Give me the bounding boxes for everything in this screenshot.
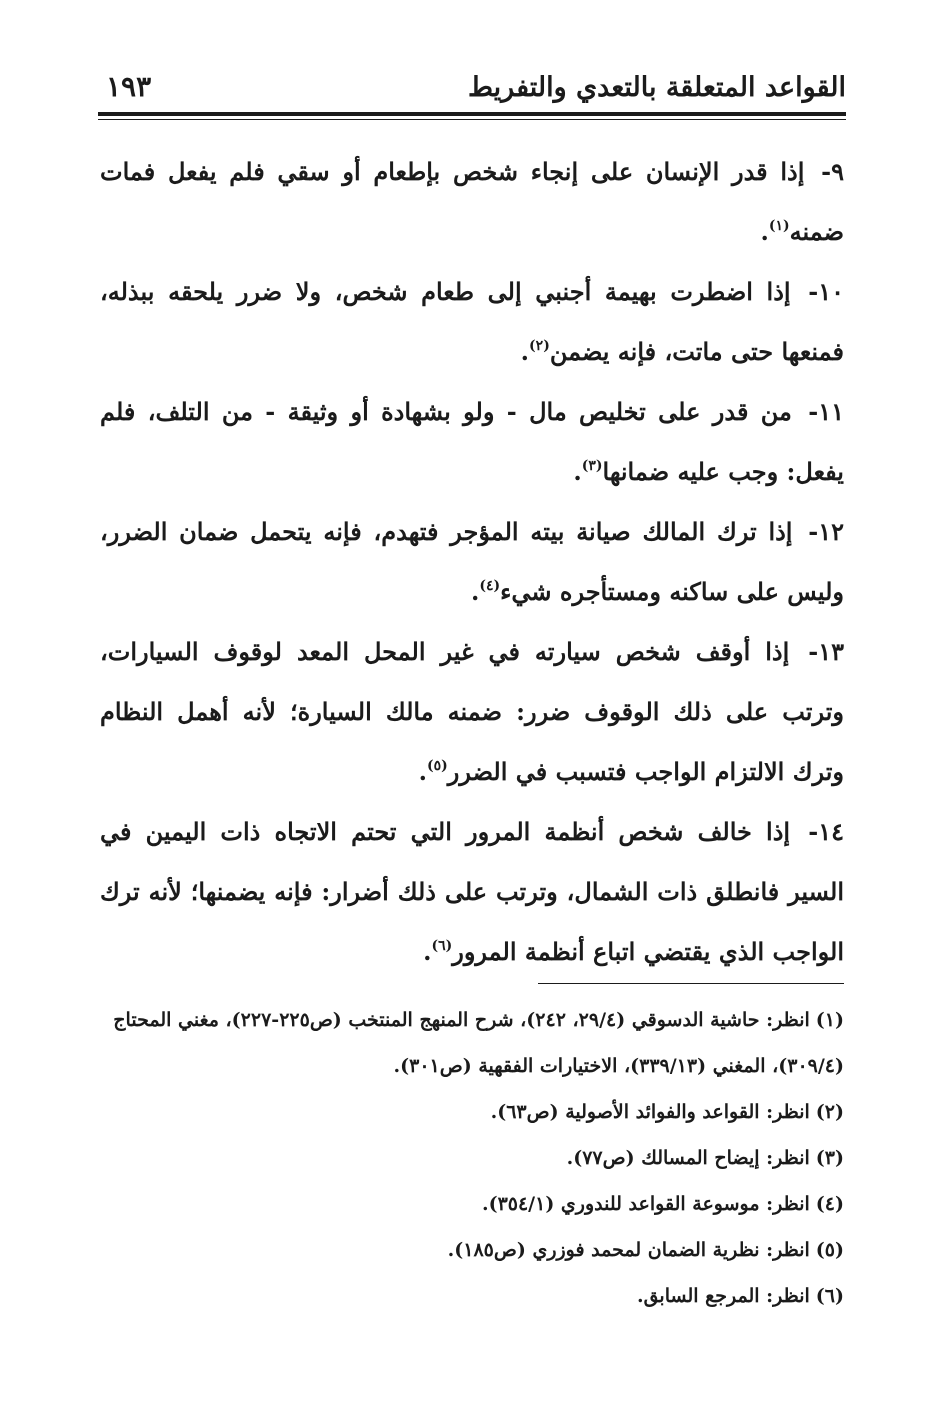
footnote-reference[interactable]: (١) xyxy=(768,218,790,234)
footnote-text: انظر: إيضاح المسالك (ص٧٧). xyxy=(566,1147,810,1169)
running-title: القواعد المتعلقة بالتعدي والتفريط xyxy=(468,72,846,103)
paragraph-13 xyxy=(100,622,844,802)
paragraph-end: . xyxy=(471,577,480,606)
paragraph-text: إذا قدر الإنسان على إنجاء شخص بإطعام أو سقي فلم يفعل فمات ضمنه xyxy=(100,157,844,246)
footnote-number: (٤) xyxy=(815,1193,844,1215)
footnote-number: (٢) xyxy=(815,1101,844,1123)
paragraph-number: ١٠- xyxy=(808,277,845,306)
footnote-text: انظر: حاشية الدسوقي (٢٩/٤، ٢٤٢)، شرح المنهج المنتخب (ص٢٢٥-٢٢٧)، مغني المحتاج (٣٠٩/٤)، المغني (٣٣٩/١٣)، الاختيارات الفقهية (ص٣٠١). xyxy=(113,1009,844,1077)
paragraph-number: ١٢- xyxy=(808,517,845,546)
paragraph-text: إذا أوقف شخص سيارته في غير المحل المعد لوقوف السيارات، وترتب على ذلك الوقوف ضرر: ضمنه مالك السيارة؛ لأنه أهمل النظام وترك الالتزام الواجب فتسبب في الضرر xyxy=(100,637,844,786)
footnote-reference[interactable]: (٣) xyxy=(581,458,603,474)
paragraph-end: . xyxy=(760,217,769,246)
paragraph-9 xyxy=(100,142,844,262)
paragraph-number: ٩- xyxy=(821,157,844,186)
footnote-reference[interactable]: (٤) xyxy=(479,578,501,594)
footnote-6 xyxy=(98,1273,844,1319)
paragraph-14 xyxy=(100,802,844,982)
paragraph-number: ١٣- xyxy=(808,637,845,666)
header-rule-thick xyxy=(98,112,846,116)
paragraph-10 xyxy=(100,262,844,382)
paragraph-text: إذا اضطرت بهيمة أجنبي إلى طعام شخص، ولا ضرر يلحقه ببذله، فمنعها حتى ماتت، فإنه يضمن xyxy=(100,277,844,366)
paragraph-text: من قدر على تخليص مال - ولو بشهادة أو وثيقة - من التلف، فلم يفعل: وجب عليه ضمانها xyxy=(100,397,844,486)
footnote-3 xyxy=(98,1135,844,1181)
paragraph-end: . xyxy=(423,937,432,966)
paragraph-end: . xyxy=(573,457,582,486)
footnote-text: انظر: موسوعة القواعد للندوري (٣٥٤/١). xyxy=(481,1193,810,1215)
header-rule-thin xyxy=(98,119,846,120)
footnote-number: (٣) xyxy=(815,1147,844,1169)
paragraph-11 xyxy=(100,382,844,502)
page-header xyxy=(98,66,846,106)
footnote-reference[interactable]: (٢) xyxy=(529,338,550,354)
footnote-text: انظر: القواعد والفوائد الأصولية (ص٦٣). xyxy=(490,1101,810,1123)
page-number: ١٩٣ xyxy=(106,70,152,103)
footnotes xyxy=(98,997,844,1319)
paragraph-end: . xyxy=(520,337,530,366)
paragraph-12 xyxy=(100,502,844,622)
footnote-4 xyxy=(98,1181,844,1227)
footnote-number: (١) xyxy=(815,1009,844,1031)
footnote-number: (٥) xyxy=(815,1239,844,1261)
footnote-text: انظر: نظرية الضمان لمحمد فوزري (ص١٨٥). xyxy=(447,1239,810,1261)
footnote-text: انظر: المرجع السابق. xyxy=(636,1285,810,1307)
footnote-number: (٦) xyxy=(815,1285,844,1307)
paragraph-end: . xyxy=(418,757,427,786)
paragraph-number: ١٤- xyxy=(808,817,844,846)
body-text xyxy=(100,142,844,982)
footnote-5 xyxy=(98,1227,844,1273)
paragraph-text: إذا ترك المالك صيانة بيته المؤجر فتهدم، فإنه يتحمل ضمان الضرر، وليس على ساكنه ومستأجره شيء xyxy=(100,517,844,606)
footnote-reference[interactable]: (٥) xyxy=(426,758,448,774)
footnote-reference[interactable]: (٦) xyxy=(431,938,453,954)
footnote-1 xyxy=(98,997,844,1089)
paragraph-text: إذا خالف شخص أنظمة المرور التي تحتم الاتجاه ذات اليمين في السير فانطلق ذات الشمال، وترتب على ذلك أضرار: فإنه يضمنها؛ لأنه ترك الواجب الذي يقتضي اتباع أنظمة المرور xyxy=(100,817,844,966)
footnote-2 xyxy=(98,1089,844,1135)
footnote-separator xyxy=(538,983,844,984)
paragraph-number: ١١- xyxy=(808,397,845,426)
